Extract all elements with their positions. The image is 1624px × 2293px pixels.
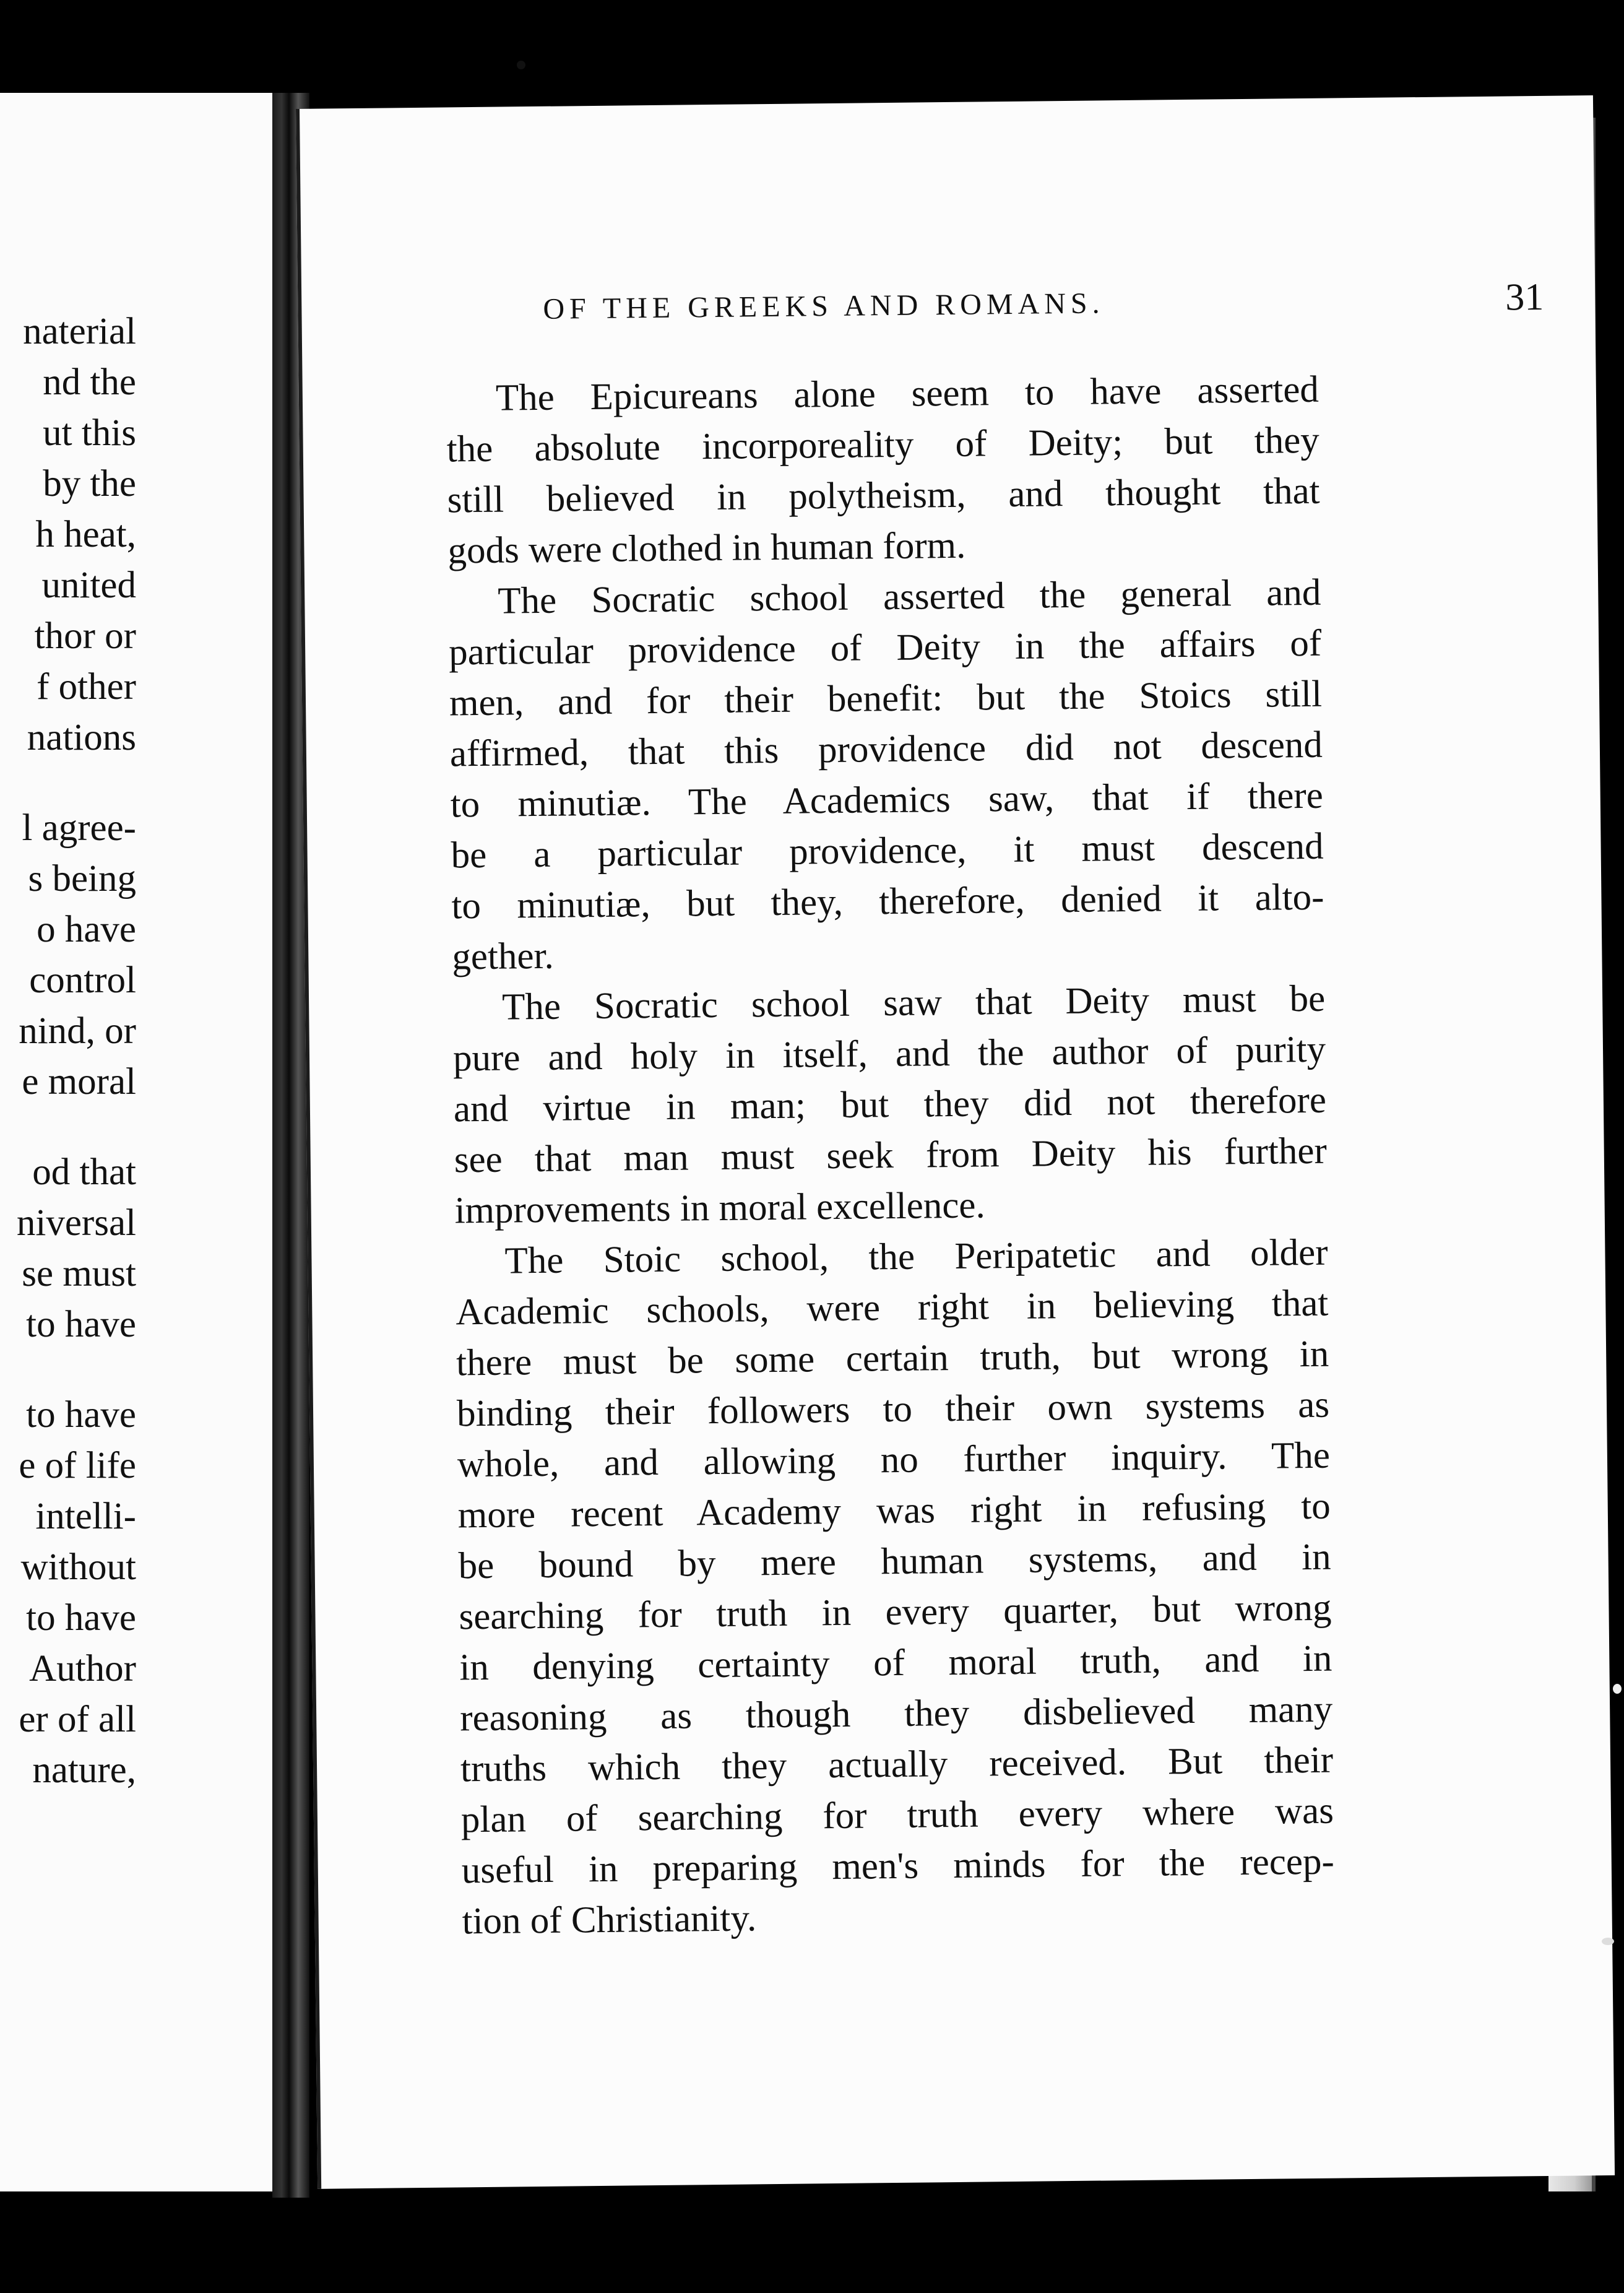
left-page-line: f other	[37, 666, 136, 708]
dust-speck	[1613, 1684, 1622, 1694]
left-page-line: naterial	[23, 311, 136, 352]
text-line: more recent Academy was right in refusing to	[457, 1485, 1331, 1537]
text-line: to minutiæ. The Academics saw, that if there	[450, 774, 1324, 826]
text-line: see that man must seek from Deity his further	[454, 1130, 1328, 1181]
left-page-line: nind, or	[19, 1010, 136, 1052]
left-page-line: se must	[22, 1253, 136, 1294]
text-line: The Stoic school, the Peripatetic and older	[504, 1231, 1328, 1282]
text-line: and virtue in man; but they did not therefore	[453, 1079, 1327, 1130]
left-page-line: niversal	[16, 1202, 136, 1244]
text-line: reasoning as though they disbelieved many	[459, 1688, 1333, 1740]
text-line: be bound by mere human systems, and in	[458, 1536, 1331, 1587]
text-line: there must be some certain truth, but wrong in	[456, 1333, 1329, 1384]
right-page	[296, 95, 1615, 2189]
left-page-line: to have	[26, 1304, 136, 1345]
text-line: The Socratic school asserted the general and	[497, 571, 1321, 622]
text-line: gods were clothed in human form.	[447, 524, 966, 572]
left-page-line: to have	[26, 1394, 136, 1436]
text-line: particular providence of Deity in the affairs of	[448, 622, 1322, 674]
running-head: OF THE GREEKS AND ROMANS.	[543, 287, 1105, 326]
page-number: 31	[1505, 275, 1544, 319]
left-page-line: o have	[37, 909, 136, 950]
text-line: still believed in polytheism, and thought that	[447, 470, 1320, 521]
left-page-line: without	[20, 1546, 136, 1588]
left-page-line: s being	[28, 858, 136, 899]
dust-speck	[1602, 1938, 1614, 1945]
text-line: be a particular providence, it must descend	[451, 825, 1324, 877]
text-line: useful in preparing men's minds for the recep-	[461, 1840, 1335, 1892]
left-page-line: e moral	[22, 1061, 136, 1103]
text-line: tion of Christianity.	[462, 1897, 757, 1943]
left-page-line: intelli-	[35, 1496, 136, 1537]
left-page-line: by the	[43, 463, 136, 505]
left-page-line: od that	[32, 1151, 136, 1193]
left-page-line: ut this	[43, 412, 136, 454]
left-page-line: thor or	[34, 615, 136, 657]
left-page-line: to have	[26, 1597, 136, 1639]
left-page-line: h heat,	[35, 514, 136, 555]
text-line: Academic schools, were right in believing that	[456, 1282, 1329, 1333]
text-line: to minutiæ, but they, therefore, denied it alto-	[451, 876, 1324, 927]
text-line: The Epicureans alone seem to have asserted	[495, 368, 1320, 419]
text-line: the absolute incorporeality of Deity; but they	[446, 419, 1320, 470]
left-page	[0, 93, 279, 2191]
left-page-line: l agree-	[22, 807, 136, 849]
text-line: in denying certainty of moral truth, and in	[459, 1637, 1332, 1689]
left-page-line: er of all	[19, 1699, 136, 1740]
text-line: men, and for their benefit: but the Stoics still	[449, 673, 1323, 724]
text-line: affirmed, that this providence did not descend	[449, 724, 1323, 775]
text-line: The Socratic school saw that Deity must be	[501, 977, 1326, 1028]
text-line: improvements in moral excellence.	[454, 1184, 986, 1232]
text-line: whole, and allowing no further inquiry. The	[457, 1434, 1331, 1486]
left-page-line: control	[29, 960, 136, 1001]
left-page-line: e of life	[19, 1445, 136, 1486]
text-line: gether.	[452, 935, 554, 978]
left-page-line: Author	[29, 1648, 136, 1689]
left-page-line: nd the	[43, 362, 136, 403]
left-page-line: united	[41, 565, 136, 606]
text-line: searching for truth in every quarter, but wrong	[459, 1587, 1332, 1638]
left-page-line: nations	[27, 717, 136, 758]
text-line: plan of searching for truth every where was	[460, 1790, 1334, 1841]
dust-speck	[517, 61, 525, 69]
left-page-line: nature,	[32, 1749, 136, 1791]
text-line: pure and holy in itself, and the author of purity	[452, 1028, 1326, 1080]
text-line: truths which they actually received. But their	[460, 1739, 1334, 1790]
text-line: binding their followers to their own systems as	[456, 1384, 1330, 1435]
